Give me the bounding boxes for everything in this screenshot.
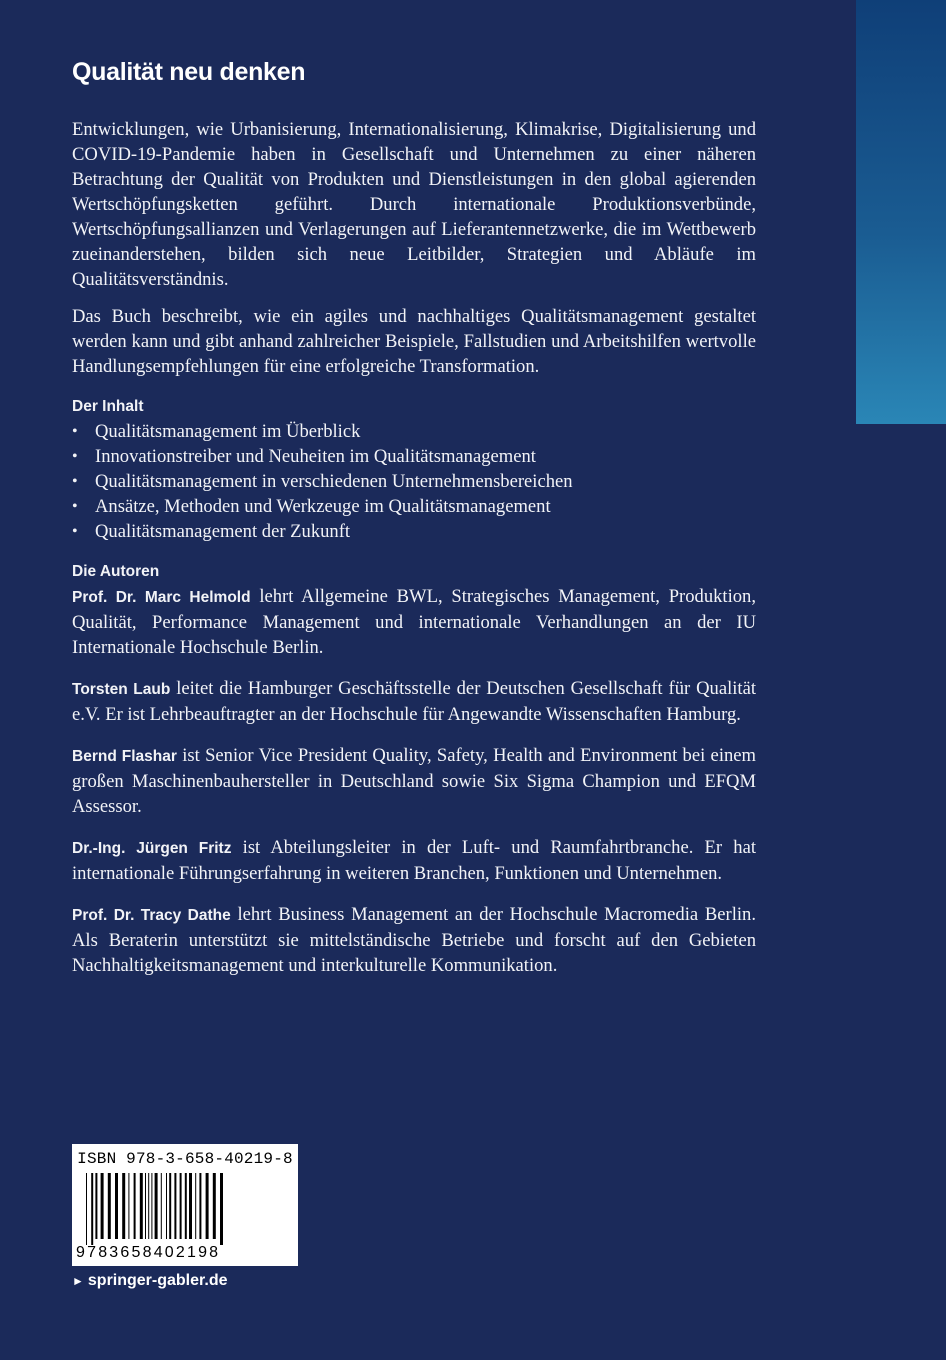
bullet-icon: • (72, 523, 78, 540)
author-name: Dr.-Ing. Jürgen Fritz (72, 840, 232, 857)
author-bio-fritz (72, 835, 756, 886)
barcode-bar (189, 1173, 192, 1239)
author-name: Bernd Flashar (72, 748, 177, 765)
author-name: Prof. Dr. Tracy Dathe (72, 907, 231, 924)
contents-item: • Innovationstreiber und Neuheiten im Qualitätsmanagement (72, 446, 536, 467)
author-bio-flashar (72, 743, 756, 819)
ean-digits: 9783658402198 (76, 1244, 221, 1261)
contents-item: • Qualitätsmanagement im Überblick (72, 421, 361, 442)
barcode-bar (195, 1173, 196, 1239)
bullet-icon: • (72, 423, 78, 440)
author-name: Prof. Dr. Marc Helmold (72, 589, 251, 606)
barcode-bar (169, 1173, 171, 1239)
website-label: springer-gabler.de (87, 1272, 228, 1289)
barcode-bar (140, 1173, 143, 1239)
barcode-bar (95, 1173, 97, 1239)
barcode-bar (213, 1173, 216, 1239)
author-bio-laub (72, 676, 756, 727)
barcode-bar (145, 1173, 146, 1239)
bullet-icon: • (72, 473, 78, 490)
barcode-bar (199, 1173, 201, 1239)
authors-heading: Die Autoren (72, 563, 160, 580)
barcode-bar (155, 1173, 158, 1239)
arrow-right-icon: ► (72, 1274, 84, 1288)
barcode-bar (101, 1173, 104, 1239)
barcode-bar (115, 1173, 118, 1239)
intro-paragraph-2: Das Buch beschreibt, wie ein agiles und nachhaltiges Qualitätsmanagement gestaltet werden kann und gibt anhand zahlreicher Beispiele, Fallstudien und Arbeitshilfen wertvolle Handlungsempfehlungen für eine erfolgreiche Transformation. (72, 306, 756, 377)
barcode-bar (174, 1173, 176, 1239)
barcode-bar (108, 1173, 111, 1239)
author-text: leitet die Hamburger Geschäftsstelle der Deutschen Gesellschaft für Qualität e.V. Er ist Lehrbeauftragter an der Hochschule für Angewandte Wissenschaften Hamburg. (72, 678, 756, 725)
barcode-bar (220, 1173, 223, 1245)
author-text: lehrt Allgemeine BWL, Strategisches Management, Produktion, Qualität, Performance Management und internationale Verhandlungen an der IU Internationale Hochschule Berlin. (72, 586, 757, 658)
isbn-label: ISBN 978-3-658-40219-8 (77, 1150, 293, 1168)
bullet-icon: • (72, 498, 78, 515)
barcode-bar (86, 1173, 87, 1245)
author-bio-helmold (72, 584, 756, 660)
barcode-bar (151, 1173, 152, 1239)
book-title: Qualität neu denken (72, 58, 306, 86)
barcode-bar (180, 1173, 182, 1239)
author-text: ist Abteilungsleiter in der Luft- und Raumfahrtbranche. Er hat internationale Führungserfahrung in weiteren Branchen, Funktionen und Unternehmen. (72, 837, 756, 884)
author-text: ist Senior Vice President Quality, Safety, Health and Environment bei einem großen Maschinenbauhersteller in Deutschland sowie Six Sigma Champion und EFQM Assessor. (72, 745, 756, 817)
barcode-bars-icon (84, 1173, 286, 1245)
barcode-bar (166, 1173, 167, 1239)
accent-bar (856, 0, 946, 424)
barcode-bar (134, 1173, 136, 1239)
isbn-barcode (72, 1144, 298, 1266)
publisher-website-link[interactable] (72, 1272, 227, 1290)
contents-list (72, 419, 756, 544)
barcode-bar (185, 1173, 187, 1239)
bullet-icon: • (72, 448, 78, 465)
intro-paragraph-1: Entwicklungen, wie Urbanisierung, Internationalisierung, Klimakrise, Digitalisierung und COVID-19-Pandemie haben in Gesellschaft und Unternehmen zu einer näheren Betrachtung der Qualität von Produkten und Dienstleistungen in den global agierenden Wertschöpfungsketten geführt. Durch internationale Produktionsverbünde, Wertschöpfungsallianzen und Verlagerungen auf Lieferantennetzwerke, die im Wettbewerb zueinanderstehen, bilden sich neue Leitbilder, Strategien und Abläufe im Qualitätsverständnis. (72, 119, 756, 290)
author-name: Torsten Laub (72, 681, 171, 698)
author-text: lehrt Business Management an der Hochschule Macromedia Berlin. Als Beraterin unterstützt sie mittelständische Betriebe und forscht auf den Gebieten Nachhaltigkeitsmanagement und interkulturelle Kommunikation. (72, 904, 756, 976)
author-bio-dathe (72, 902, 756, 978)
contents-item: • Ansätze, Methoden und Werkzeuge im Qualitätsmanagement (72, 496, 551, 517)
barcode-bar (161, 1173, 162, 1239)
barcode-bar (122, 1173, 125, 1239)
barcode-bar (148, 1173, 149, 1239)
contents-item: • Qualitätsmanagement in verschiedenen Unternehmensbereichen (72, 471, 573, 492)
barcode-bar (91, 1173, 93, 1245)
contents-heading: Der Inhalt (72, 398, 144, 415)
barcode-bar (128, 1173, 129, 1239)
back-cover-content (72, 58, 756, 990)
contents-item: • Qualitätsmanagement der Zukunft (72, 521, 351, 542)
barcode-bar (206, 1173, 209, 1239)
